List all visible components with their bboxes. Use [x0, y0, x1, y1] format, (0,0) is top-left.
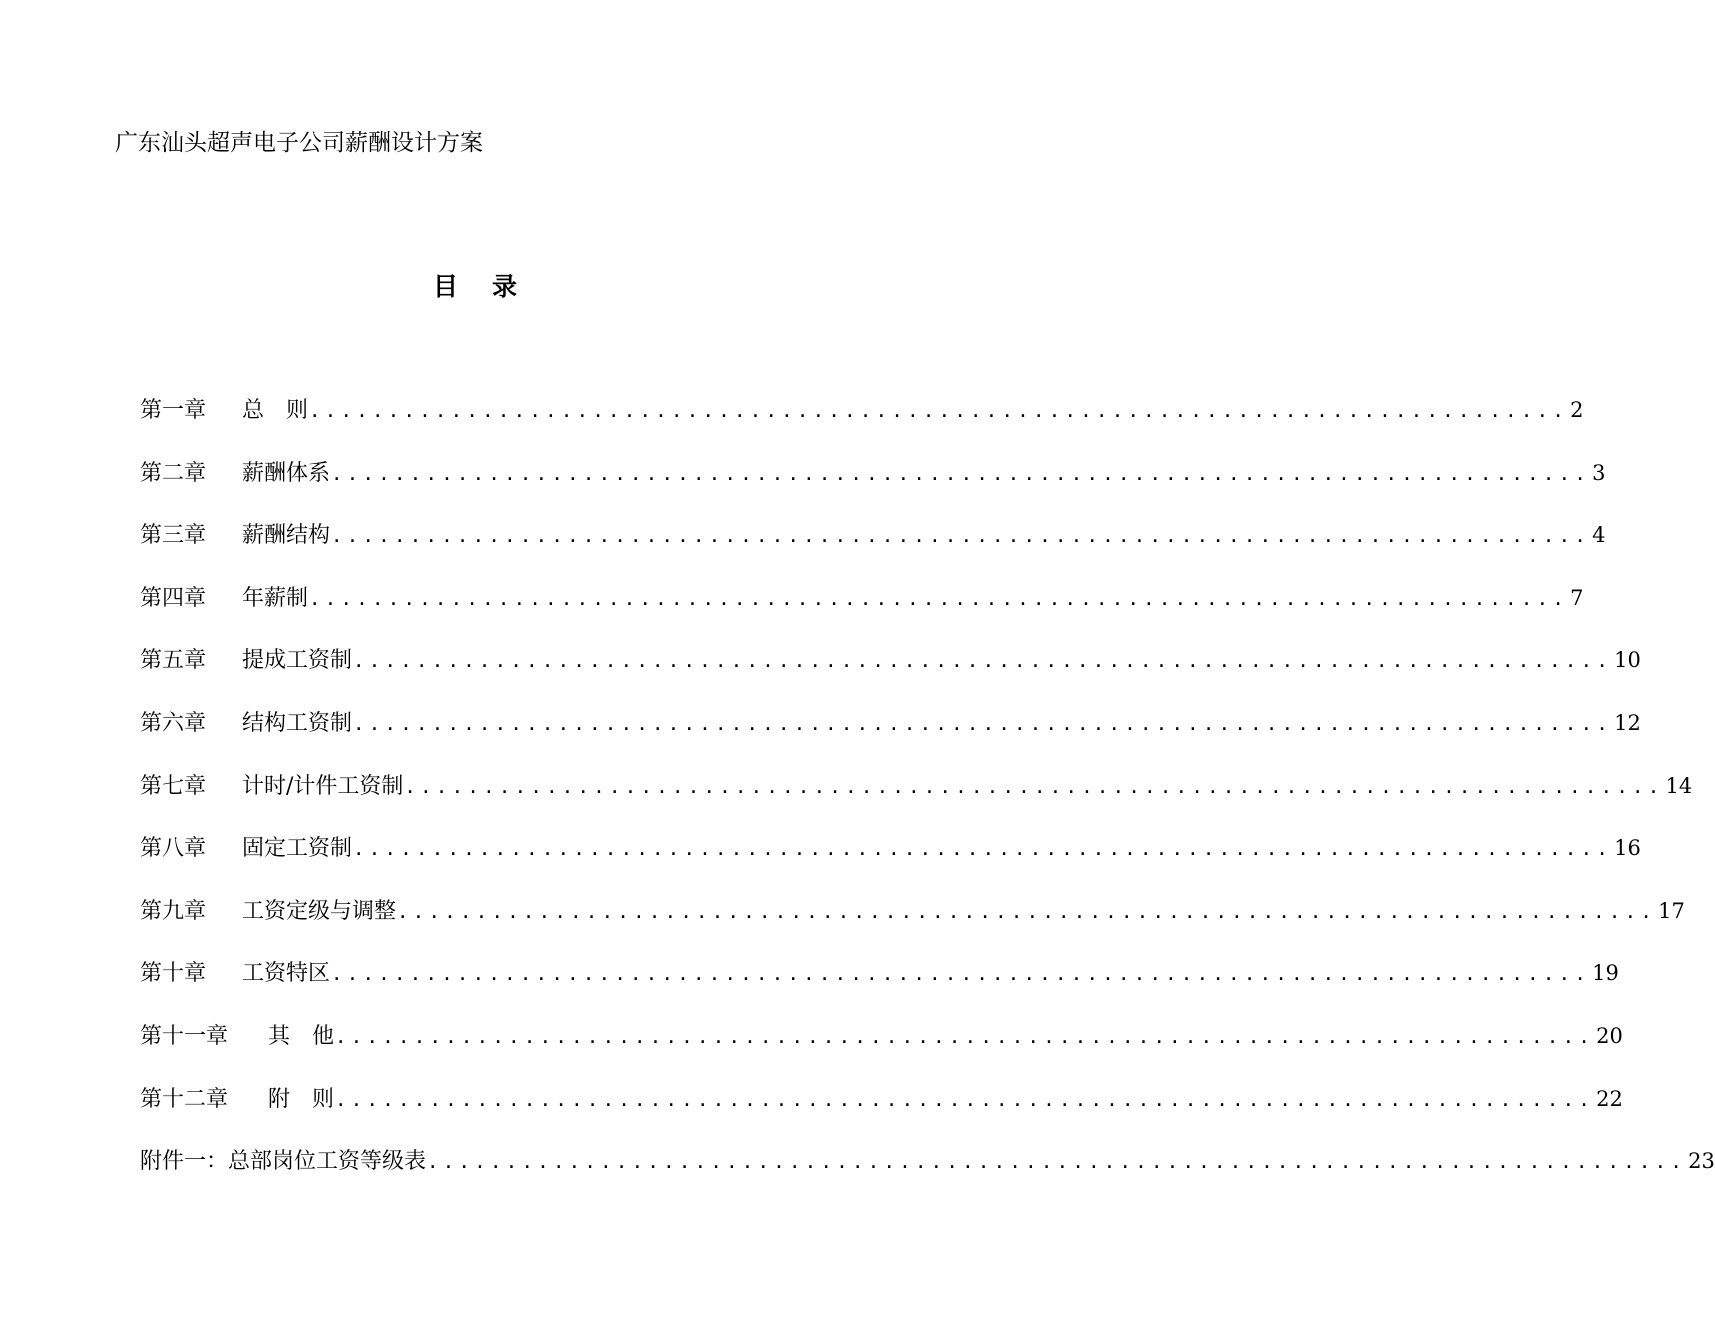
toc-title: 计时/计件工资制 [242, 773, 404, 799]
toc-heading [0, 270, 950, 304]
toc-page-number: 2 [1570, 398, 1584, 422]
toc-chapter: 第一章 [140, 398, 207, 423]
toc-entry[interactable] [140, 1019, 1623, 1082]
toc-title: 附 则 [268, 1086, 335, 1112]
toc-page-number: 17 [1658, 898, 1685, 923]
toc-leader-dots: ................................................................................ [331, 462, 1591, 485]
toc-page-number: 20 [1596, 1023, 1623, 1048]
toc-entry[interactable] [140, 456, 1606, 519]
toc-title: 结构工资制 [242, 710, 353, 736]
toc-entry[interactable] [140, 706, 1641, 769]
toc-heading-part1: 目 [432, 272, 458, 301]
toc-leader-dots: ................................................................................ [331, 525, 1591, 548]
toc-heading-part2: 录 [492, 272, 518, 301]
toc-title: 总 则 [242, 398, 309, 423]
toc-chapter: 第五章 [140, 648, 207, 674]
toc-title: 工资特区 [242, 961, 331, 987]
toc-leader-dots: ................................................................................ [335, 1088, 1595, 1111]
toc-title: 总部岗位工资等级表 [228, 1149, 427, 1175]
toc-title: 工资定级与调整 [242, 898, 397, 924]
toc-page-number: 16 [1614, 836, 1641, 861]
toc-page-number: 3 [1592, 460, 1606, 485]
table-of-contents [140, 393, 1715, 1207]
toc-chapter: 第九章 [140, 898, 207, 924]
toc-entry[interactable] [140, 894, 1685, 957]
toc-entry[interactable] [140, 581, 1584, 644]
toc-entry[interactable] [140, 831, 1641, 894]
toc-leader-dots: ................................................................................ [353, 838, 1613, 861]
toc-title: 提成工资制 [242, 648, 353, 674]
document-title: 广东汕头超声电子公司薪酬设计方案 [115, 130, 483, 156]
toc-entry[interactable] [140, 1144, 1715, 1207]
toc-entry[interactable] [140, 956, 1619, 1019]
toc-title: 年薪制 [242, 585, 309, 611]
toc-chapter: 第四章 [140, 585, 207, 611]
toc-leader-dots: ................................................................................ [335, 1025, 1595, 1048]
toc-page-number: 7 [1570, 585, 1584, 610]
toc-title: 其 他 [268, 1023, 335, 1049]
toc-leader-dots: ................................................................................ [353, 712, 1613, 735]
toc-chapter: 第八章 [140, 836, 207, 862]
toc-entry[interactable] [140, 643, 1641, 706]
toc-chapter: 第十章 [140, 961, 207, 987]
toc-leader-dots: ................................................................................ [397, 900, 1657, 923]
toc-chapter: 第十一章 [140, 1023, 229, 1049]
toc-page-number: 19 [1592, 961, 1619, 986]
toc-chapter: 第三章 [140, 523, 207, 549]
toc-leader-dots: ................................................................................ [353, 650, 1613, 673]
toc-page-number: 23 [1688, 1149, 1715, 1174]
toc-chapter: 第七章 [140, 773, 207, 799]
toc-page-number: 22 [1596, 1086, 1623, 1111]
toc-entry[interactable] [140, 393, 1584, 456]
toc-entry[interactable] [140, 769, 1693, 832]
toc-page-number: 10 [1614, 648, 1641, 673]
toc-title: 薪酬体系 [242, 460, 331, 486]
toc-page-number: 14 [1665, 773, 1693, 798]
toc-chapter: 第十二章 [140, 1086, 229, 1112]
toc-entry[interactable] [140, 518, 1606, 581]
toc-entry[interactable] [140, 1082, 1623, 1145]
toc-leader-dots: ................................................................................ [427, 1151, 1687, 1174]
toc-leader-dots: ................................................................................ [309, 400, 1569, 422]
toc-chapter: 附件一： [140, 1149, 229, 1175]
toc-leader-dots: ................................................................................ [309, 587, 1569, 610]
toc-leader-dots: ................................................................................ [404, 775, 1664, 798]
toc-title: 薪酬结构 [242, 523, 331, 549]
toc-chapter: 第六章 [140, 710, 207, 736]
toc-title: 固定工资制 [242, 836, 353, 862]
toc-leader-dots: ................................................................................ [331, 963, 1591, 986]
toc-chapter: 第二章 [140, 460, 207, 486]
toc-page-number: 12 [1614, 710, 1641, 735]
toc-page-number: 4 [1592, 523, 1606, 548]
